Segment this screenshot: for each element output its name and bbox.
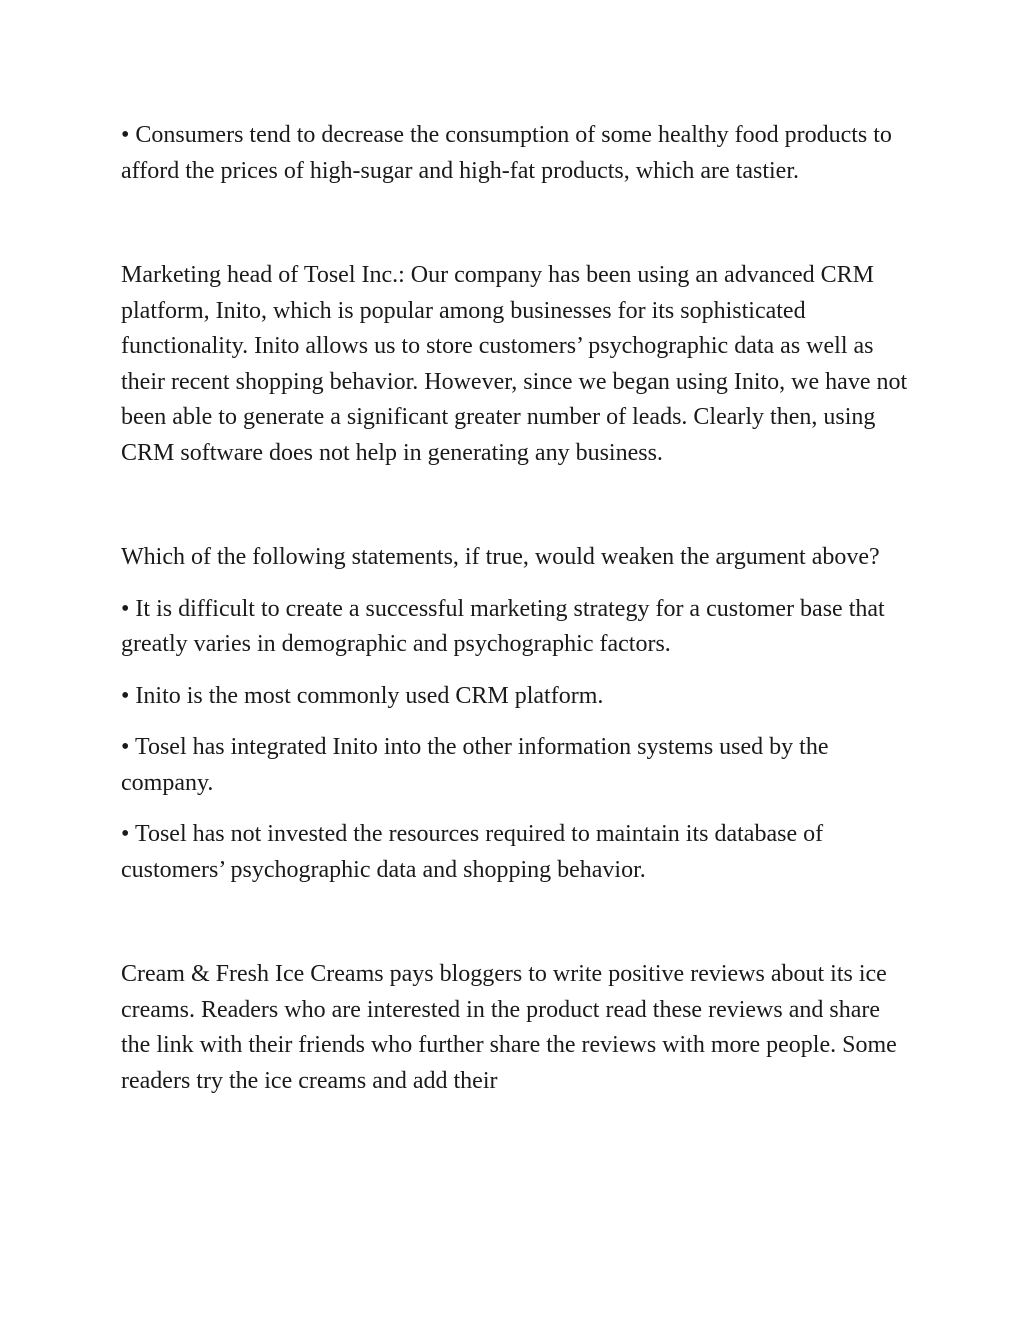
option-item: • Tosel has not invested the resources required to maintain its database of customers’ psychographic data and shopping behavior. — [121, 821, 824, 883]
option-item: • It is difficult to create a successful marketing strategy for a customer base that greatly varies in demographic and psychographic factors. — [121, 595, 885, 657]
document-page — [121, 118, 911, 1099]
cream-fresh-passage: Cream & Fresh Ice Creams pays bloggers to write positive reviews about its ice creams. Readers who are interested in the product read these reviews and share the link with their friends who further share the reviews with more people. Some readers try the ice creams and add their — [121, 961, 897, 1094]
question-stem: Which of the following statements, if true, would weaken the argument above? — [121, 544, 880, 570]
bullet-consumers: • Consumers tend to decrease the consumption of some healthy food products to afford the prices of high-sugar and high-fat products, which are tastier. — [121, 122, 892, 184]
option-item: • Tosel has integrated Inito into the other information systems used by the company. — [121, 734, 829, 796]
marketing-head-argument: Marketing head of Tosel Inc.: Our company has been using an advanced CRM platform, Inito, which is popular among businesses for its sophisticated functionality. Inito allows us to store customers’ psychographic data as well as their recent shopping behavior. However, since we began using Inito, we have not been able to generate a significant greater number of leads. Clearly then, using CRM software does not help in generating any business. — [121, 262, 908, 466]
option-item: • Inito is the most commonly used CRM platform. — [121, 682, 604, 709]
